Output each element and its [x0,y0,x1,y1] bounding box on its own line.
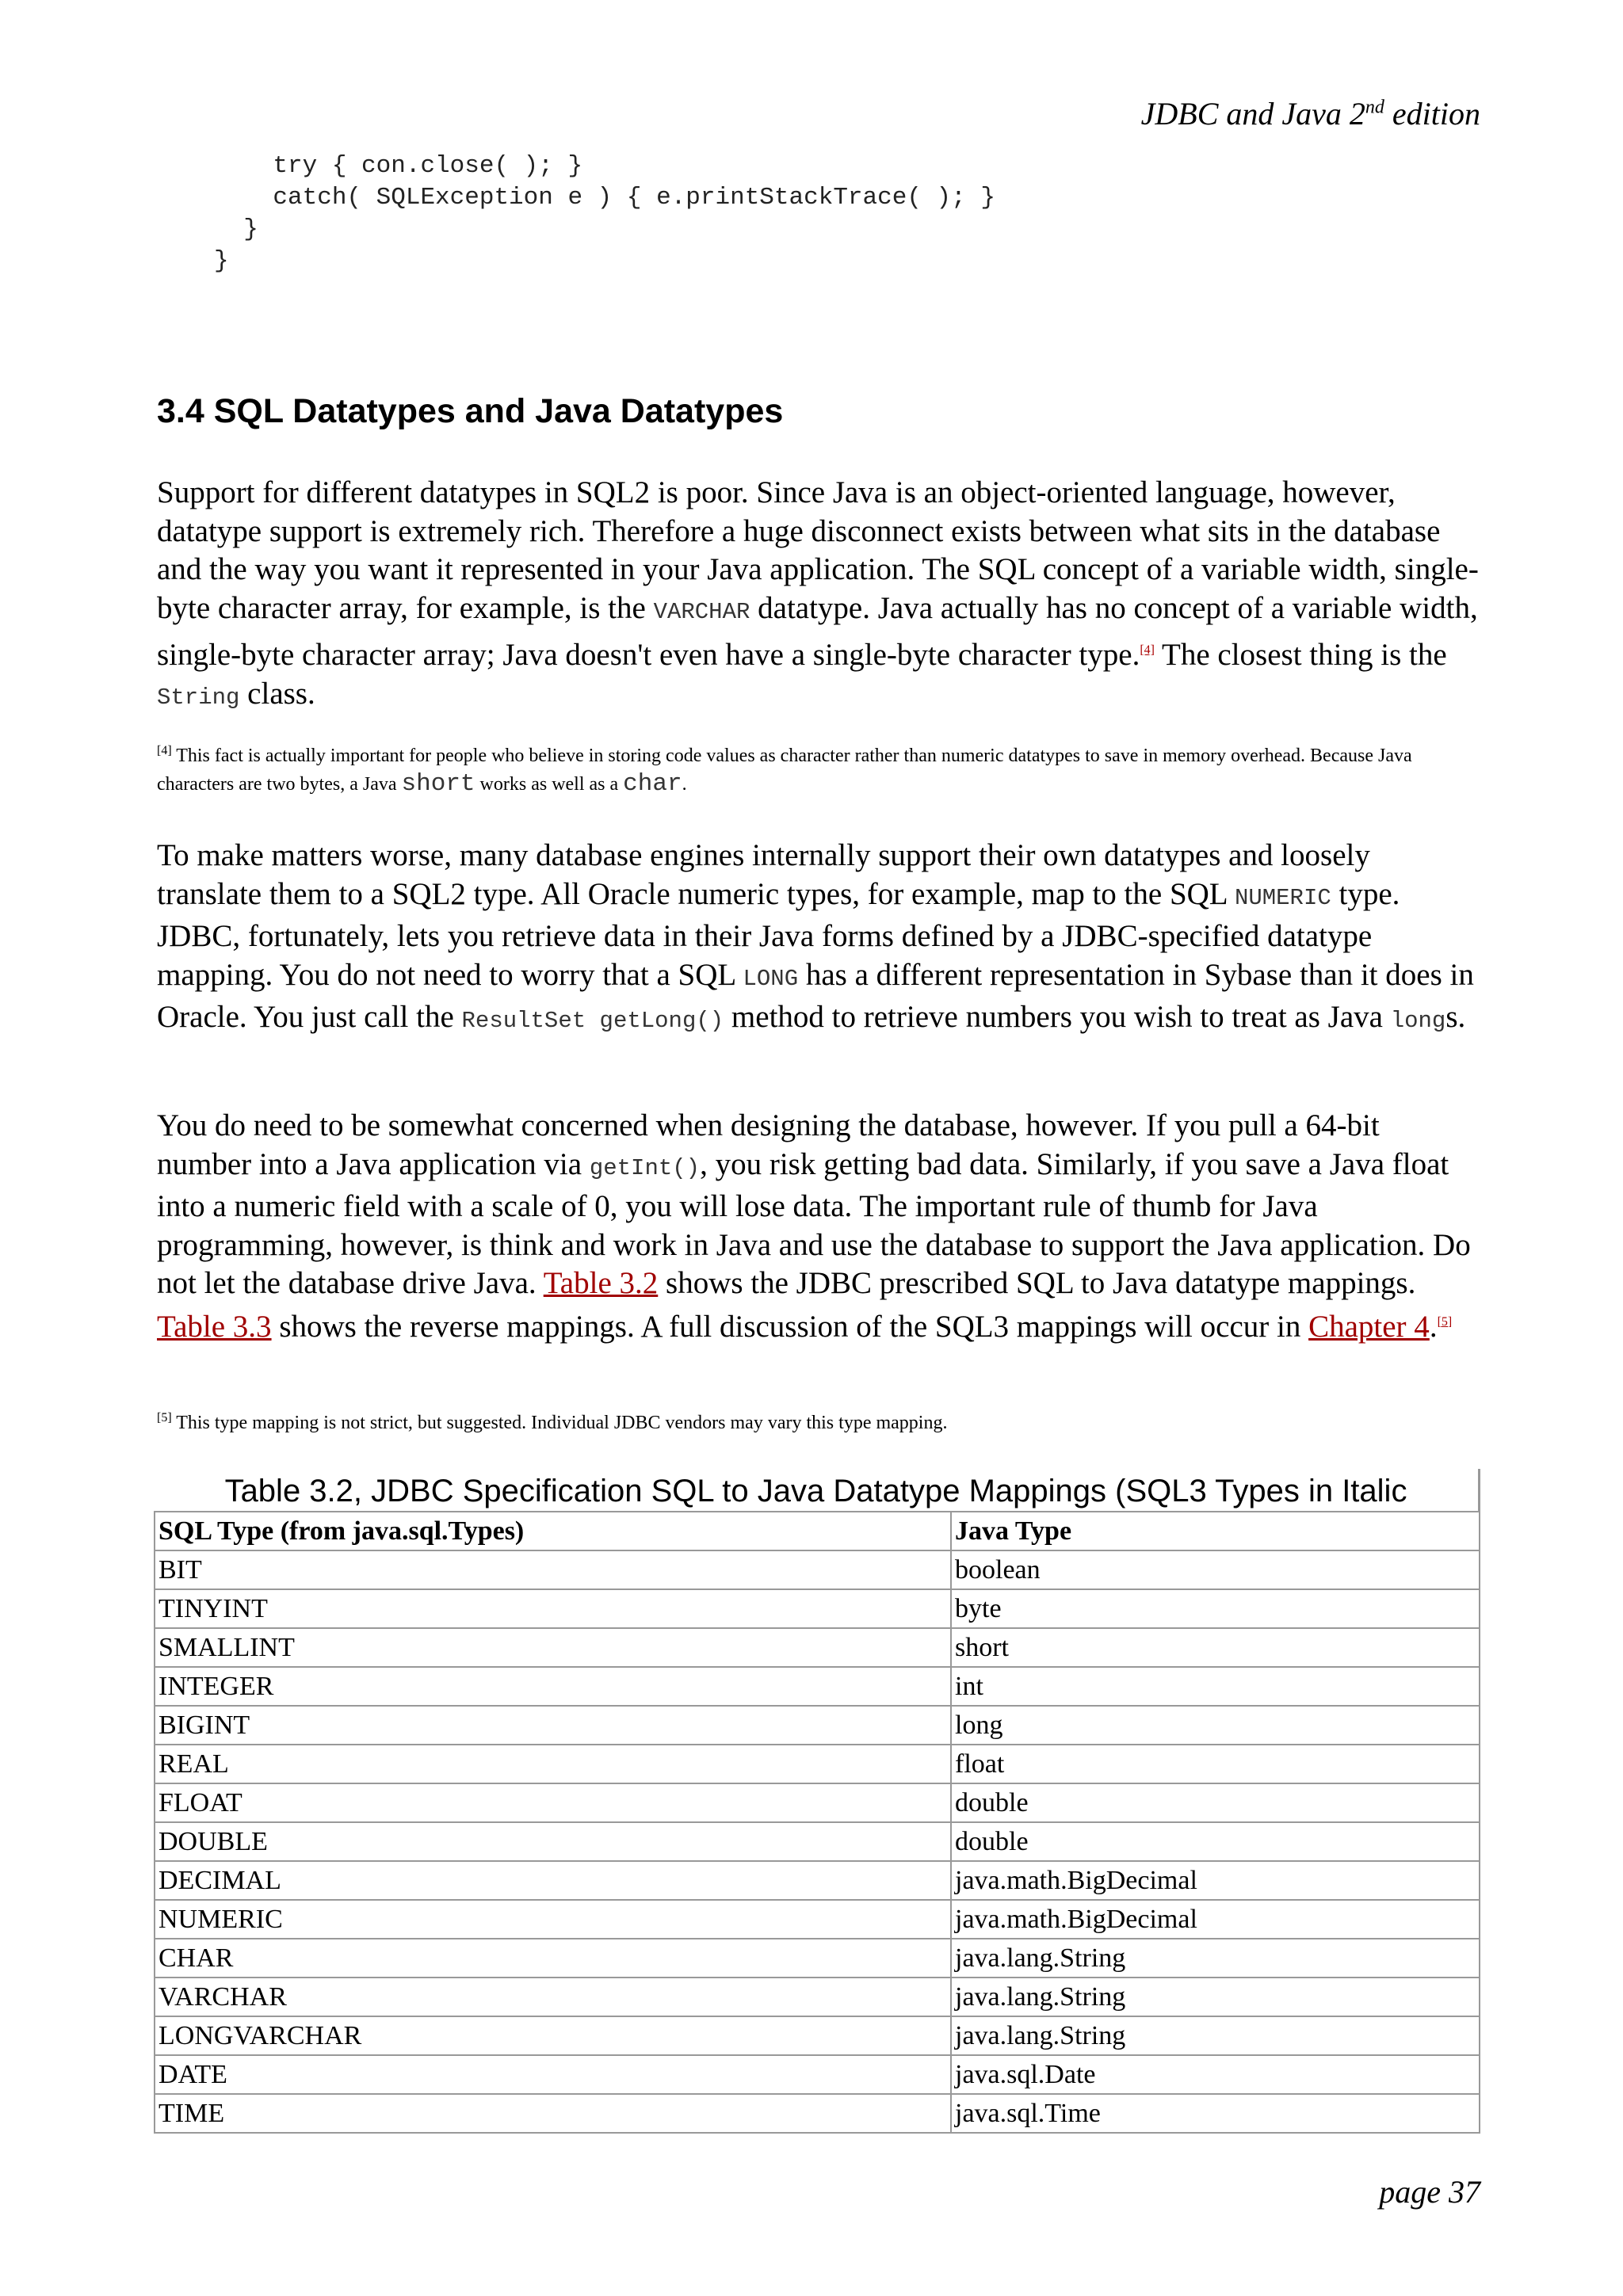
text-run: . [682,774,687,795]
table-row [155,2017,1480,2056]
sql-type-cell: VARCHAR [155,1978,952,2017]
footnote-5 [157,1404,1480,1437]
java-type-cell: byte [952,1590,1480,1629]
text-run: s. [1445,1000,1466,1034]
code-line: catch( SQLException e ) { e.printStackTrace( ); } [214,184,995,212]
sql-type-cell: TINYINT [155,1590,952,1629]
code-line: try { con.close( ); } [214,152,583,180]
sql-type-cell: DOUBLE [155,1823,952,1862]
table-row [155,1939,1480,1978]
table-row [155,1629,1480,1668]
text-run: type. JDBC, fortunately, lets you retrieve data in their Java forms defined by a JDBC-specified datatype mapping. You do not need to worry that a SQL [157,876,1400,992]
datatype-mapping-table [154,1469,1480,2134]
java-type-cell: double [952,1823,1480,1862]
footnote-link-4[interactable]: [4] [1140,643,1155,657]
text-run: You do need to be somewhat concerned when designing the database, however. If you pull a 64-bit number into a Java application via [157,1108,1380,1181]
table-row [155,1668,1480,1707]
sql-type-cell: SMALLINT [155,1629,952,1668]
sql-type-cell: TIME [155,2095,952,2134]
text-run: . [1429,1309,1438,1344]
java-type-cell: short [952,1629,1480,1668]
sql-type-cell: SQL Type (from java.sql.Types) [155,1512,952,1551]
sql-type-cell: NUMERIC [155,1901,952,1939]
text-run: This fact is actually important for people who believe in storing code values as character rather than numeric datatypes to save in memory overhead. Because Java characters are two bytes, a Java [157,746,1412,795]
text-run: datatype. Java actually has no concept of a variable width, single-byte character array; Java doesn't even have a single-byte character type. [157,590,1478,672]
java-type-cell: java.lang.String [952,2017,1480,2056]
inline-code: VARCHAR [653,598,750,625]
paragraph-design-concerns [157,1107,1480,1346]
inline-code: NUMERIC [1234,884,1331,911]
text-run: This type mapping is not strict, but suggested. Individual JDBC vendors may vary this type mapping. [171,1413,948,1433]
table-row [155,1978,1480,2017]
table-row [155,1901,1480,1939]
text-run: , you risk getting bad data. Similarly, if you save a Java float into a numeric field with a scale of 0, you will lose data. The important rule of thumb for Java programming, however, is think and work in Java and use the database to support the Java application. Do not let the database drive Java. [157,1146,1471,1300]
text-run: class. [239,676,315,711]
java-type-cell: double [952,1784,1480,1823]
paragraph-datatype-support [157,474,1480,717]
footnote-marker: [5] [157,1411,172,1425]
inline-code: String [157,684,240,711]
table-row [155,2056,1480,2095]
sql-type-cell: DECIMAL [155,1862,952,1901]
text-run: method to retrieve numbers you wish to treat as Java [724,1000,1391,1034]
link-table-3-2[interactable]: Table 3.2 [543,1266,659,1300]
link-table-3-3[interactable]: Table 3.3 [157,1309,272,1344]
text-run: To make matters worse, many database engines internally support their own datatypes and loosely translate them to a SQL2 type. All Oracle numeric types, for example, map to the SQL [157,838,1370,911]
section-heading: 3.4 SQL Datatypes and Java Datatypes [157,392,784,430]
inline-code: ResultSet getLong() [461,1008,724,1034]
sql-type-cell: REAL [155,1745,952,1784]
inline-code: LONG [743,965,799,992]
table-row [155,1590,1480,1629]
header-superscript: nd [1365,97,1384,118]
text-run: has a different representation in Sybase than it does in Oracle. You just call the [157,957,1474,1034]
code-block [214,151,995,277]
table-row [155,1784,1480,1823]
table-row [155,1551,1480,1590]
paragraph-type-translation [157,837,1480,1041]
footnote-marker: [4] [157,744,172,757]
java-type-cell: long [952,1707,1480,1745]
table-row [155,1707,1480,1745]
java-type-cell: boolean [952,1551,1480,1590]
java-type-cell: float [952,1745,1480,1784]
sql-type-cell: BIT [155,1551,952,1590]
page-number: page 37 [1379,2174,1480,2210]
header-edition: edition [1384,96,1480,132]
header-title: JDBC and Java 2 [1140,96,1365,132]
mapping-table [154,1511,1480,2134]
sql-type-cell: CHAR [155,1939,952,1978]
java-type-cell: int [952,1668,1480,1707]
java-type-cell: java.lang.String [952,1978,1480,2017]
sql-type-cell: INTEGER [155,1668,952,1707]
sql-type-cell: DATE [155,2056,952,2095]
inline-code: long [1390,1008,1446,1034]
text-run: works as well as a [475,774,624,795]
java-type-cell: java.sql.Time [952,2095,1480,2134]
table-row [155,1823,1480,1862]
inline-code: char [623,770,682,798]
footnote-4 [157,737,1480,799]
java-type-cell: Java Type [952,1512,1480,1551]
table-row [155,1862,1480,1901]
java-type-cell: java.lang.String [952,1939,1480,1978]
footnote-link-5[interactable]: [5] [1437,1314,1453,1329]
link-chapter-4[interactable]: Chapter 4 [1308,1309,1430,1344]
text-run: Support for different datatypes in SQL2 is poor. Since Java is an object-oriented language, however, datatype support is extremely rich. Therefore a huge disconnect exists between what sits in the database and the way you want it represented in your Java application. The SQL concept of a variable width, single-byte character array, for example, is the [157,475,1479,625]
text-run: The closest thing is the [1154,638,1447,672]
table-row [155,1745,1480,1784]
table-caption: Table 3.2, JDBC Specification SQL to Java Datatype Mappings (SQL3 Types in Italic [154,1469,1480,1511]
java-type-cell: java.math.BigDecimal [952,1901,1480,1939]
java-type-cell: java.math.BigDecimal [952,1862,1480,1901]
inline-code: getInt() [589,1154,701,1181]
code-line: } [214,215,258,243]
table-header-row [155,1512,1480,1551]
table-row [155,2095,1480,2134]
java-type-cell: java.sql.Date [952,2056,1480,2095]
code-line: } [214,247,229,275]
text-run: shows the reverse mappings. A full discussion of the SQL3 mappings will occur in [271,1309,1309,1344]
sql-type-cell: LONGVARCHAR [155,2017,952,2056]
text-run: shows the JDBC prescribed SQL to Java datatype mappings. [658,1266,1416,1300]
inline-code: short [401,770,475,798]
sql-type-cell: BIGINT [155,1707,952,1745]
running-header [1141,95,1480,132]
sql-type-cell: FLOAT [155,1784,952,1823]
